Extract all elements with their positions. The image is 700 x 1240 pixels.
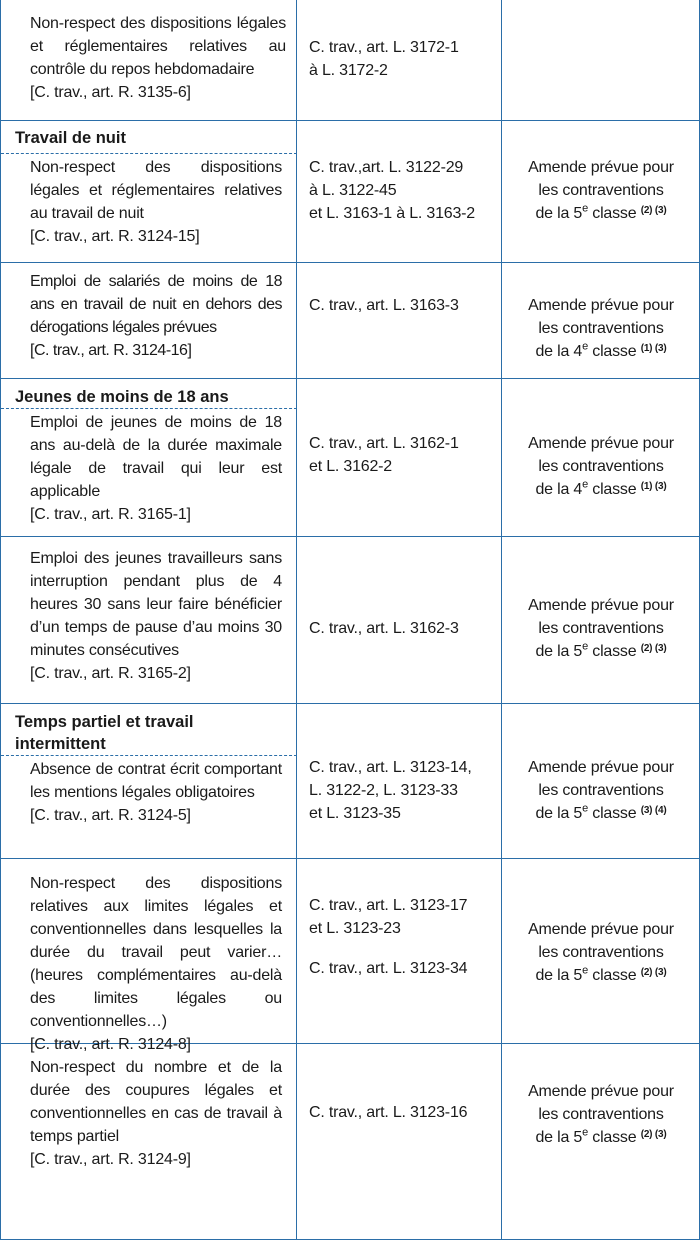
offense-reference: [C. trav., art. R. 3135-6]: [30, 84, 191, 101]
article-references: C. trav.,art. L. 3122-29 à L. 3122-45 et L. 3163-1 à L. 3163-2: [309, 159, 475, 222]
footnote-marker: (2) (3): [640, 1129, 667, 1140]
offense-reference: [C. trav., art. R. 3124-8]: [30, 1036, 191, 1053]
offense-reference: [C. trav., art. R. 3124-5]: [30, 807, 191, 824]
article-references: C. trav., art. L. 3162-3: [309, 620, 459, 637]
article-references: C. trav., art. L. 3162-1 et L. 3162-2: [309, 435, 459, 475]
article-references: C. trav., art. L. 3123-14, L. 3122-2, L. 3123-33 et L. 3123-35: [309, 759, 472, 822]
penalty-text: Amende prévue pour les contraventions de la 4e classe $^{(1) (3)}$: [528, 435, 674, 498]
article-references: C. trav., art. L. 3123-17 et L. 3123-23 C. trav., art. L. 3123-34: [309, 897, 468, 977]
offense-reference: [C. trav., art. R. 3124-16]: [30, 342, 192, 359]
article-references: C. trav., art. L. 3163-3: [309, 297, 459, 314]
offense-text: Emploi de salariés de moins de 18 ans en travail de nuit en dehors des dérogations légales prévues [C. trav., art. R. 3124-16]: [30, 270, 282, 362]
offense-text: Non-respect du nombre et de la durée des coupures légales et conventionnelles en cas de travail à temps partiel [C. trav., art. R. 3124-9]: [30, 1056, 282, 1171]
offense-text: Non-respect des dispositions relatives aux limites légales et conventionnelles dans lesquelles la durée du travail peut varier… (heures complémentaires au-delà des limites légales ou conventionnelles…) [C. trav., art. R. 3124-8]: [30, 872, 282, 1056]
footnote-marker: (1) (3): [640, 343, 667, 354]
penalty-text: Amende prévue pour les contraventions de la 5e classe $^{(2) (3)}$: [528, 597, 674, 660]
offense-reference: [C. trav., art. R. 3124-15]: [30, 228, 200, 245]
penalty-text: Amende prévue pour les contraventions de la 5e classe $^{(2) (3)}$: [528, 921, 674, 984]
penalty-text: Amende prévue pour les contraventions de la 4e classe $^{(1) (3)}$: [528, 297, 674, 360]
offense-text: Absence de contrat écrit comportant les mentions légales obligatoires [C. trav., art. R. 3124-5]: [30, 758, 282, 827]
footnote-marker: (1) (3): [640, 481, 667, 492]
section-divider: [1, 153, 297, 154]
section-heading: Travail de nuit: [15, 129, 126, 147]
offense-text: Emploi des jeunes travailleurs sans interruption pendant plus de 4 heures 30 sans leur faire bénéficier d’un temps de pause d’au moins 30 minutes consécutives [C. trav., art. R. 3165-2]: [30, 547, 282, 685]
offense-reference: [C. trav., art. R. 3124-9]: [30, 1151, 191, 1168]
article-references: C. trav., art. L. 3172-1 à L. 3172-2: [309, 39, 459, 79]
offense-text: Emploi de jeunes de moins de 18 ans au-delà de la durée maximale légale de travail qui leur est applicable [C. trav., art. R. 3165-1]: [30, 411, 282, 526]
footnote-marker: (2) (3): [640, 967, 667, 978]
section-divider: [1, 408, 297, 409]
footnote-marker: (2) (3): [640, 205, 667, 216]
offense-reference: [C. trav., art. R. 3165-1]: [30, 506, 191, 523]
footnote-marker: (3) (4): [640, 805, 667, 816]
offense-reference: [C. trav., art. R. 3165-2]: [30, 665, 191, 682]
footnote-marker: (2) (3): [640, 643, 667, 654]
section-heading: Temps partiel et travail intermittent: [15, 713, 194, 753]
section-heading: Jeunes de moins de 18 ans: [15, 388, 229, 406]
offense-text: Non-respect des dispositions légales et réglementaires relatives au contrôle du repos hebdomadaire [C. trav., art. R. 3135-6]: [30, 12, 286, 104]
article-references: C. trav., art. L. 3123-16: [309, 1104, 468, 1121]
offense-text: Non-respect des dispositions légales et réglementaires relatives au travail de nuit [C. trav., art. R. 3124-15]: [30, 156, 282, 248]
section-divider: [1, 755, 297, 756]
penalty-text: Amende prévue pour les contraventions de la 5e classe $^{(3) (4)}$: [528, 759, 674, 822]
penalty-text: Amende prévue pour les contraventions de la 5e classe $^{(2) (3)}$: [528, 159, 674, 222]
penalty-text: Amende prévue pour les contraventions de la 5e classe $^{(2) (3)}$: [528, 1083, 674, 1146]
